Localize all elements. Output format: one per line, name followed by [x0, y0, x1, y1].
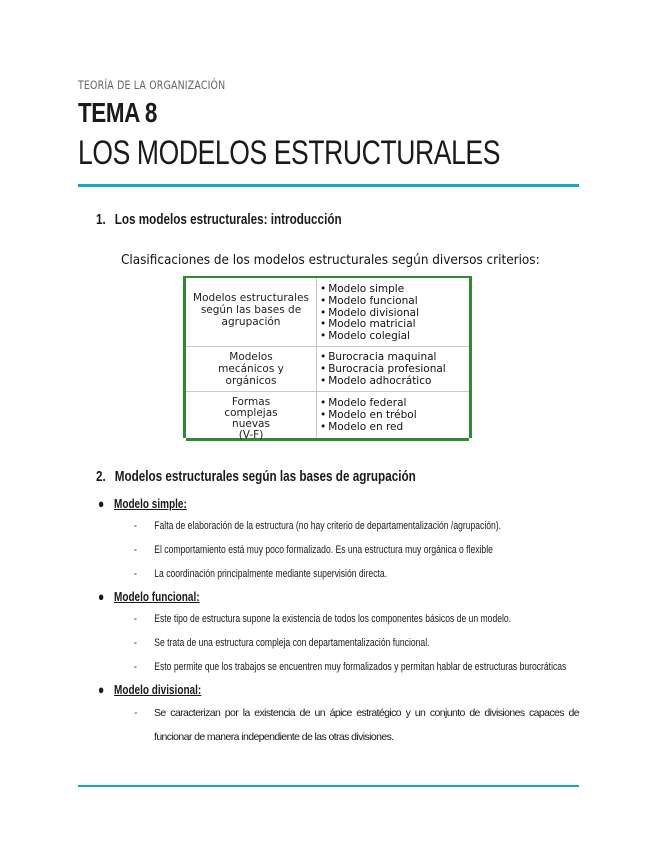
tema-heading: TEMA 8: [78, 97, 157, 128]
table-row: [186, 278, 469, 347]
list-item-text: Se trata de una estructura compleja con departamentalización funcional.: [154, 637, 430, 649]
list-item: [134, 538, 493, 562]
section-1-heading: [96, 211, 342, 228]
model-item: • Burocracia profesional: [320, 364, 469, 376]
list-item-text: Falta de elaboración de la estructura (no hay criterio de departamentalización /agrupación).: [154, 520, 502, 532]
table-cell-text: complejas: [224, 407, 278, 419]
modelo-funcional-heading: [98, 589, 200, 604]
model-item: • Burocracia maquinal: [320, 352, 469, 364]
table-cell-text: Formas: [231, 396, 271, 408]
table-cell-text: (V-F): [238, 429, 264, 441]
model-item: • Modelo adhocrático: [320, 376, 469, 388]
table-cell-text: orgánicos: [225, 375, 277, 387]
table-row-models: [320, 346, 469, 391]
bullet-icon: ●: [98, 496, 105, 511]
dash-marker: -: [134, 520, 137, 532]
model-item: • Modelo matricial: [320, 319, 469, 331]
dash-marker: -: [134, 661, 137, 673]
model-item: • Modelo en red: [320, 422, 469, 434]
page-title: LOS MODELOS ESTRUCTURALES: [78, 134, 501, 172]
dash-marker: -: [134, 637, 137, 649]
list-item: [134, 701, 579, 749]
table-cell-text: agrupación: [221, 316, 281, 328]
bullet-icon: ●: [98, 682, 105, 697]
table-cell-text: mecánicos y: [218, 363, 284, 375]
table-cell-text: Modelos estructurales: [193, 292, 309, 304]
modelo-simple-title: Modelo simple:: [114, 497, 187, 511]
top-rule: [78, 184, 579, 187]
table-cell-text: Modelos: [229, 351, 273, 363]
table-row-label: [186, 391, 317, 441]
section-2-heading: [96, 468, 416, 485]
section-1-title: Los modelos estructurales: introducción: [114, 211, 342, 228]
section-2-number: 2.: [96, 468, 106, 485]
table-cell-text: nuevas: [232, 418, 270, 430]
list-item-text: El comportamiento está muy poco formalizado. Es una estructura muy orgánica o flexible: [154, 544, 493, 556]
table-cell-text: según las bases de: [200, 304, 302, 316]
table-row-models: [320, 391, 469, 438]
list-item-text: Este tipo de estructura supone la existencia de todos los componentes básicos de un modelo.: [154, 613, 512, 625]
model-item: • Modelo en trébol: [320, 410, 469, 422]
table-row-label: [186, 346, 317, 391]
table-row: [186, 391, 469, 441]
section-1-number: 1.: [96, 211, 106, 228]
table-row: [186, 346, 469, 392]
bullet-icon: ●: [98, 589, 105, 604]
model-item: • Modelo funcional: [320, 296, 469, 308]
subject-label: TEORÍA DE LA ORGANIZACIÓN: [78, 78, 226, 92]
bottom-rule: [78, 785, 579, 787]
list-item: [134, 631, 429, 655]
dash-marker: -: [134, 707, 138, 719]
list-item: [134, 514, 501, 538]
modelo-divisional-title: Modelo divisional:: [114, 683, 202, 697]
list-item: [134, 607, 511, 631]
list-item: [134, 562, 387, 586]
table-row-label: [186, 278, 317, 346]
dash-marker: -: [134, 568, 137, 580]
list-item: [134, 655, 566, 679]
model-item: • Modelo divisional: [320, 308, 469, 320]
table-row-models: [320, 278, 469, 346]
dash-marker: -: [134, 544, 137, 556]
modelo-divisional-heading: [98, 682, 201, 697]
classification-caption: Clasificaciones de los modelos estructurales según diversos criterios:: [121, 253, 540, 268]
classification-table: [183, 276, 472, 441]
modelo-funcional-title: Modelo funcional:: [114, 590, 200, 604]
modelo-simple-heading: [98, 496, 187, 511]
model-item: • Modelo federal: [320, 398, 469, 410]
section-2-title: Modelos estructurales según las bases de agrupación: [114, 468, 416, 485]
list-item-text: La coordinación principalmente mediante supervisión directa.: [154, 568, 388, 580]
list-item-text: Esto permite que los trabajos se encuentren muy formalizados y permitan hablar de estructuras burocráticas: [154, 661, 567, 673]
model-item: • Modelo colegial: [320, 331, 469, 343]
dash-marker: -: [134, 613, 137, 625]
list-item-text: Se caracterizan por la existencia de un ápice estratégico y un conjunto de divisiones capaces de funcionar de manera independiente de las otras divisiones.: [154, 707, 579, 743]
model-item: • Modelo simple: [320, 284, 469, 296]
